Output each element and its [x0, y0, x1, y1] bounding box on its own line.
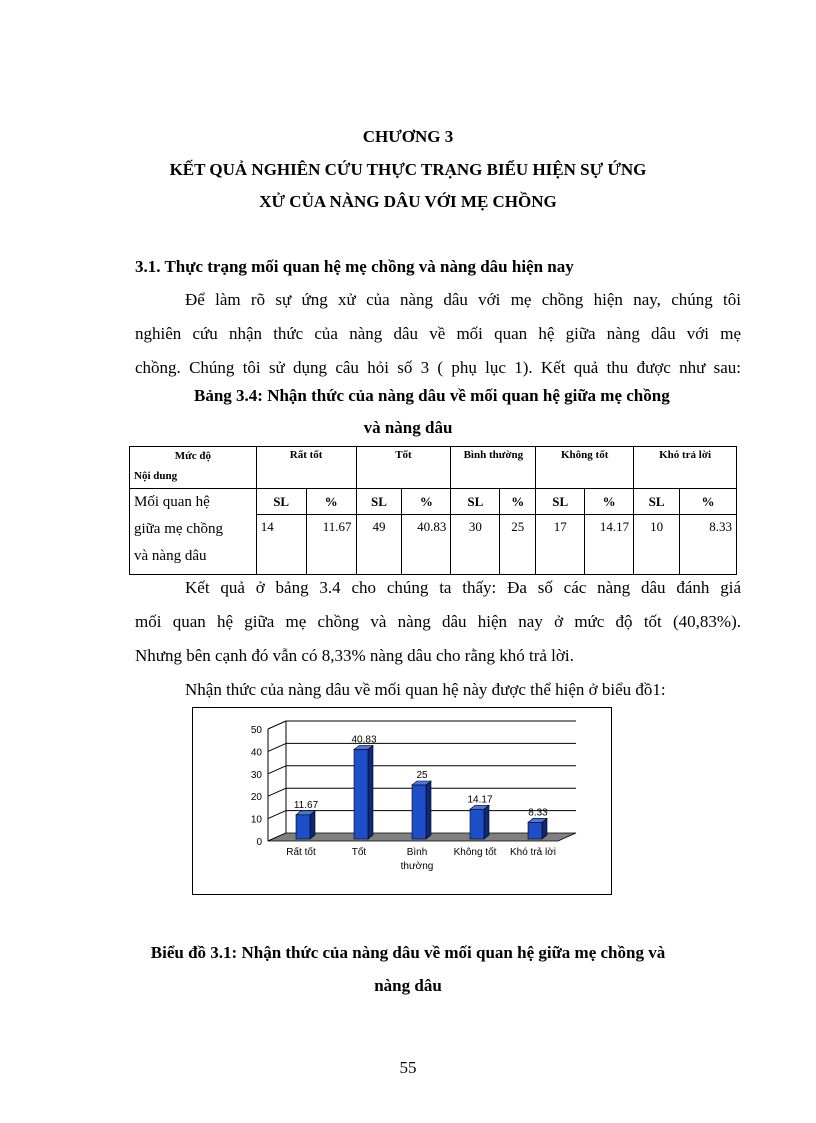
intro-line-2: nghiên cứu nhận thức của nàng dâu về mối quan hệ giữa nàng dâu với mẹ — [135, 324, 741, 343]
y-tick-label: 30 — [250, 769, 262, 781]
sub-header: SL — [356, 489, 402, 515]
bar — [528, 822, 542, 839]
row-label-line: và nàng dâu — [134, 548, 207, 564]
y-tick-label: 0 — [256, 837, 262, 848]
analysis-line-3: Nhưng bên cạnh đó vẫn có 8,33% nàng dâu cho rằng khó trả lời. — [135, 646, 574, 665]
bar-side — [484, 805, 489, 839]
analysis-line-2: mối quan hệ giữa mẹ chồng và nàng dâu hiện nay ở mức độ tốt (40,83%). — [135, 612, 741, 631]
sub-header: % — [306, 489, 356, 515]
chapter-subtitle-line1: KẾT QUẢ NGHIÊN CỨU THỰC TRẠNG BIỂU HIỆN SỰ ỨNG — [169, 160, 647, 179]
chapter-title: CHƯƠNG 3 — [362, 127, 454, 146]
page-number: 55 — [399, 1058, 417, 1077]
gridline-side — [268, 743, 286, 751]
level-header: Khó trả lời — [634, 447, 737, 489]
figure-caption-line1: Biểu đồ 3.1: Nhận thức của nàng dâu về mối quan hệ giữa mẹ chồng và — [150, 943, 666, 962]
value-cell: 11.67 — [306, 515, 356, 575]
data-label: 14.17 — [467, 794, 493, 806]
x-tick-label: Không tốt — [453, 847, 497, 858]
sub-header: % — [402, 489, 451, 515]
bar — [470, 809, 484, 839]
x-tick-label: Tốt — [351, 847, 367, 858]
value-cell: 40.83 — [402, 515, 451, 575]
intro-paragraph — [135, 283, 741, 385]
bar-chart — [193, 708, 611, 894]
data-label: 11.67 — [293, 799, 319, 811]
sub-header: SL — [634, 489, 680, 515]
analysis-line-1: Kết quả ở bảng 3.4 cho chúng ta thấy: Đa số các nàng dâu đánh giá — [185, 578, 741, 597]
sub-header: % — [680, 489, 737, 515]
value-cell: 25 — [500, 515, 536, 575]
bar — [354, 750, 368, 839]
row-label-cell — [130, 489, 257, 575]
level-header: Rất tốt — [256, 447, 356, 489]
corner-content-label: Nội dung — [134, 470, 178, 482]
table-header-row — [130, 447, 737, 489]
bar — [296, 815, 310, 839]
x-tick-label: Khó trả lời — [509, 847, 557, 858]
data-label: 25 — [416, 770, 428, 781]
y-tick-label: 10 — [250, 814, 262, 826]
corner-level-label: Mức độ — [174, 450, 211, 462]
analysis-paragraph — [135, 571, 741, 707]
table-subheader-row — [130, 489, 737, 515]
chart-frame — [192, 707, 612, 895]
value-cell: 10 — [634, 515, 680, 575]
row-label-line: giữa mẹ chồng — [134, 521, 223, 537]
gridline-side — [268, 811, 286, 819]
x-tick-label: Rất tốt — [286, 847, 316, 858]
y-tick-label: 20 — [250, 792, 262, 804]
sub-header: SL — [451, 489, 500, 515]
sub-header: SL — [256, 489, 306, 515]
data-label: 8.33 — [528, 807, 548, 819]
level-header: Tốt — [356, 447, 451, 489]
y-tick-label: 50 — [250, 725, 262, 736]
table-corner-cell — [130, 447, 257, 489]
gridline-side — [268, 766, 286, 774]
bar-side — [426, 781, 431, 839]
sub-header: % — [500, 489, 536, 515]
y-tick-label: 40 — [250, 747, 262, 759]
row-label-line: Mối quan hệ — [134, 494, 210, 510]
level-header: Không tốt — [536, 447, 634, 489]
value-cell: 8.33 — [680, 515, 737, 575]
value-cell: 14 — [256, 515, 306, 575]
table-caption-line2: và nàng dâu — [363, 418, 453, 437]
sub-header: SL — [536, 489, 585, 515]
sub-header: % — [585, 489, 634, 515]
x-tick-label: thường — [400, 861, 434, 872]
intro-line-3: chồng. Chúng tôi sử dụng câu hỏi số 3 ( phụ lục 1). Kết quả thu được như sau: — [135, 358, 741, 377]
perception-table — [129, 446, 737, 575]
bar-side — [310, 811, 315, 839]
analysis-line-4: Nhận thức của nàng dâu về mối quan hệ này được thể hiện ở biểu đồ1: — [185, 680, 666, 699]
value-cell: 14.17 — [585, 515, 634, 575]
x-tick-label: Bình — [406, 847, 428, 858]
value-cell: 49 — [356, 515, 402, 575]
table-caption-line1: Bảng 3.4: Nhận thức của nàng dâu về mối quan hệ giữa mẹ chồng — [194, 386, 670, 405]
gridline-side — [268, 721, 286, 729]
bar — [412, 785, 426, 839]
value-cell: 30 — [451, 515, 500, 575]
gridline-side — [268, 788, 286, 796]
figure-caption-line2: nàng dâu — [374, 976, 442, 995]
chapter-subtitle-line2: XỬ CỦA NÀNG DÂU VỚI MẸ CHỒNG — [259, 192, 557, 211]
value-cell: 17 — [536, 515, 585, 575]
intro-line-1: Để làm rõ sự ứng xử của nàng dâu với mẹ chồng hiện nay, chúng tôi — [185, 290, 741, 309]
level-header: Bình thường — [451, 447, 536, 489]
bar-side — [368, 746, 373, 839]
section-heading: 3.1. Thực trạng mối quan hệ mẹ chồng và nàng dâu hiện nay — [135, 257, 574, 276]
data-label: 40.83 — [351, 734, 377, 746]
